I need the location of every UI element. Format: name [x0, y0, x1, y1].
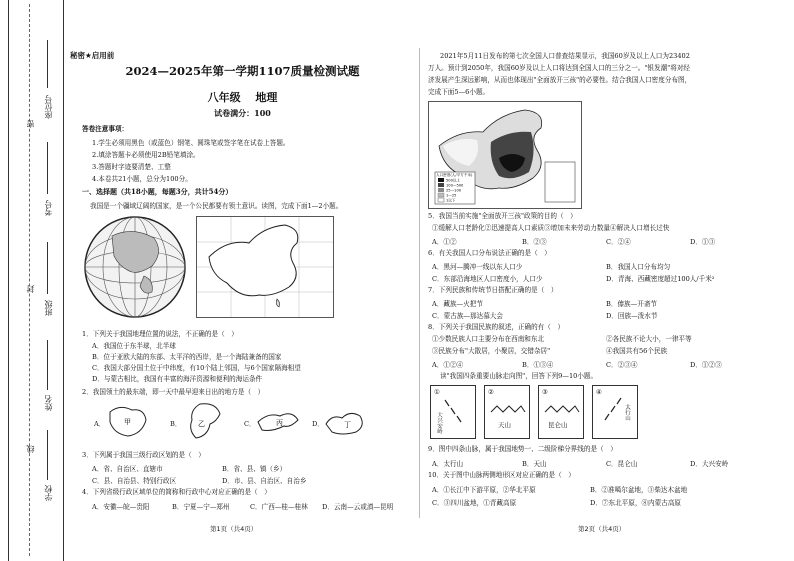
- q5-option-d[interactable]: D．①③: [690, 238, 716, 246]
- intro-5-6-line-1: 2021年5月11日发布的第七次全国人口普查结果显示，我国60岁及以上人口为23402: [440, 52, 690, 60]
- note-1: 1.学生必须用黑色（或蓝色）钢笔、圆珠笔或签字笔在试卷上答题。: [92, 139, 290, 147]
- page-1-footer: 第1页（共4页）: [210, 525, 258, 533]
- q9-option-d[interactable]: D．大兴安岭: [690, 460, 729, 468]
- q5-statements: ①缓解人口老龄化②迅速提高人口素质③增加未来劳动力数量④解决人口增长过快: [432, 224, 670, 232]
- q4-stem: 4．下列省级行政区域单位的简称和行政中心对应正确的是（ ）: [82, 488, 271, 496]
- section-1-heading: 一、选择题（共18小题，每题3分，共计54分）: [82, 187, 233, 196]
- legend-item-3: 25—100: [446, 188, 462, 193]
- class-label: 班级: [44, 300, 53, 316]
- q2-option-b-shape[interactable]: [180, 400, 228, 442]
- full-score: 试卷满分：100: [214, 108, 271, 118]
- q3-option-d[interactable]: D．市、县、自治区、自治乡: [222, 477, 307, 485]
- q8-statement-3: ③民族分布"大散居，小聚居，交错杂居": [432, 347, 551, 355]
- note-2: 2.填涂答题卡必须使用2B铅笔填涂。: [92, 151, 200, 159]
- exam-no-underline: [47, 142, 48, 194]
- q2-option-d-shape[interactable]: [322, 404, 368, 440]
- class-underline: [47, 242, 48, 294]
- q9-option-a[interactable]: A．太行山: [432, 460, 464, 468]
- intro-1-2: 我国是一个疆域辽阔的国家，是一个公民都要有领土意识。读图，完成下面1—2小题。: [90, 202, 343, 210]
- name-label: 姓名: [44, 395, 53, 411]
- mountain-panel-2: [484, 385, 530, 439]
- q8-option-b[interactable]: B．①③④: [522, 361, 554, 369]
- q8-option-a[interactable]: A．①②④: [432, 361, 464, 369]
- q7-option-d[interactable]: D．回族—泼水节: [606, 312, 658, 320]
- q2-option-a-shape[interactable]: [104, 402, 152, 442]
- q10-option-a[interactable]: A．①长江中下游平原，②华北平原: [432, 486, 536, 494]
- q10-option-b[interactable]: B．②准噶尔盆地，③柴达木盆地: [590, 486, 688, 494]
- q3-stem: 3．下列属于我国三级行政区划的是（ ）: [82, 451, 205, 459]
- q1-option-a[interactable]: A．我国位于东半球，北半球: [92, 342, 176, 350]
- intro-9-10: 读"我国四条重要山脉走向图"，回答下列9—10小题。: [440, 372, 598, 380]
- page-2-footer: 第2页（共4页）: [578, 525, 626, 533]
- globe-figure: [82, 214, 188, 320]
- population-density-map: [428, 101, 582, 209]
- mountain-panel-3: [538, 385, 584, 439]
- q8-statement-4: ④我国共有56个民族: [606, 347, 668, 355]
- q2-option-a-label[interactable]: A．: [94, 420, 106, 428]
- notes-heading: 答卷注意事项：: [82, 125, 129, 133]
- legend-item-1: 500以上: [446, 178, 461, 183]
- note-4: 4.本卷共21小题，总分为100分。: [92, 175, 192, 183]
- q1-option-c[interactable]: C．我国大部分国土位于中纬度，有10个陆上邻国，与6个国家隔海相望: [92, 364, 301, 372]
- mountain-panel-4: [592, 385, 638, 439]
- q2-letter-bing: 丙: [276, 419, 283, 427]
- q2-option-b-label[interactable]: B．: [170, 420, 182, 428]
- q7-option-b[interactable]: B．傣族—开斋节: [606, 300, 658, 308]
- exam-title: 2024—2025年第一学期1107质量检测试题: [125, 64, 360, 78]
- panel-3-number: ③: [542, 388, 548, 396]
- q1-option-b[interactable]: B．位于亚欧大陆的东部、太平洋的西岸，是一个海陆兼备的国家: [92, 353, 282, 361]
- column-divider: [419, 48, 420, 518]
- q7-stem: 7．下列民族和传统节日搭配正确的是（ ）: [428, 286, 558, 294]
- school-label: 学校: [44, 485, 53, 501]
- q10-stem: 10．关于图中山脉两侧地形区对应正确的是（ ）: [428, 471, 575, 479]
- q8-statement-2: ②各民族不论大小，一律平等: [606, 335, 692, 343]
- panel-1-mountain: 大兴安岭: [436, 412, 442, 434]
- panel-4-mountain: 太行山: [624, 404, 630, 421]
- q2-letter-ding: 丁: [344, 421, 351, 429]
- q6-option-b[interactable]: B．我国人口分布均匀: [606, 263, 671, 271]
- seal-dashed-line: [29, 4, 30, 556]
- seal-mark-2: 封: [26, 285, 35, 293]
- q6-option-d[interactable]: D．青海、西藏密度超过100人/千米²: [606, 275, 715, 283]
- q7-option-a[interactable]: A．藏族—火把节: [432, 300, 483, 308]
- q5-option-c[interactable]: C．②④: [606, 238, 631, 246]
- intro-5-6-line-3: 济发展产生深远影响，从而也体现出"全面放开三孩"的必要性。结合我国人口密度分布图，: [428, 76, 692, 84]
- panel-3-mountain: 昆仑山: [548, 421, 568, 429]
- exam-no-label: 考号: [44, 200, 53, 216]
- panel-2-mountain: 天山: [498, 421, 511, 429]
- q1-option-d[interactable]: D．与蒙古相比，我国有丰富的海洋资源和便利的海运条件: [92, 375, 263, 383]
- panel-1-number: ①: [434, 388, 440, 396]
- q9-stem: 9．图中四条山脉，属于我国地势一、二级阶梯分界线的是（ ）: [428, 445, 617, 453]
- q8-stem: 8．下列关于我国民族的叙述，正确的有（ ）: [428, 323, 565, 331]
- q4-option-b[interactable]: B．宁夏—宁—郑州: [172, 503, 230, 511]
- note-3: 3.答题时字迹要清楚、工整: [92, 163, 171, 171]
- intro-5-6-line-4: 完成下面5—6小题。: [428, 88, 490, 96]
- q2-option-c-label[interactable]: C．: [244, 420, 256, 428]
- legend-title: 人口密度(人/平方千米): [436, 173, 473, 177]
- secret-mark: 秘密★启用前: [70, 51, 115, 60]
- q8-option-d[interactable]: D．①②③: [690, 361, 722, 369]
- china-map-figure: [196, 216, 334, 318]
- q10-option-d[interactable]: D．⑦东北平原，⑧内蒙古高原: [590, 499, 682, 507]
- q6-option-a[interactable]: A．黑河—腾冲一线以东人口少: [432, 263, 523, 271]
- school-underline: [47, 430, 48, 480]
- q2-option-d-label[interactable]: D．: [312, 420, 324, 428]
- q2-stem: 2．我国领土的最东端，即一天中最早迎来日出的地方是（ ）: [82, 388, 265, 396]
- q4-option-d[interactable]: D．云南—云或滇—昆明: [322, 503, 394, 511]
- q9-option-b[interactable]: B．天山: [522, 460, 547, 468]
- q2-letter-jia: 甲: [124, 418, 131, 426]
- seat-label: 座位号: [44, 95, 53, 119]
- binding-strip: [8, 0, 64, 561]
- q5-option-a[interactable]: A．①②: [432, 238, 457, 246]
- q3-option-c[interactable]: C．县、自治县、特别行政区: [92, 477, 177, 485]
- q10-option-c[interactable]: C．③四川盆地，①青藏高原: [432, 499, 517, 507]
- q4-option-a[interactable]: A．安徽—皖—贵阳: [92, 503, 150, 511]
- q1-stem: 1．下列关于我国地理位置的说法，不正确的是（ ）: [82, 330, 238, 338]
- q4-option-c[interactable]: C．广西—桂—桂林: [250, 503, 308, 511]
- seal-mark-3: 线: [26, 445, 35, 453]
- exam-subtitle: 八年级 地理: [207, 91, 278, 104]
- q9-option-c[interactable]: C．昆仑山: [606, 460, 638, 468]
- q8-option-c[interactable]: C．②③④: [606, 361, 638, 369]
- q6-stem: 6．有关我国人口分布说法正确的是（ ）: [428, 249, 551, 257]
- legend-item-2: 100—500: [446, 183, 464, 188]
- q5-stem: 5．我国当前实施"全面放开三孩"政策的目的（ ）: [428, 212, 577, 220]
- q2-letter-yi: 乙: [198, 420, 205, 428]
- panel-2-number: ②: [488, 388, 494, 396]
- legend-item-4: 1—25: [446, 193, 457, 198]
- seal-mark-1: 密: [26, 120, 35, 128]
- intro-5-6-line-2: 万人。预计到2050年，我国60岁及以上人口将达到全国人口的三分之一。"银发潮"将对经: [428, 64, 691, 72]
- q5-option-b[interactable]: B．②③: [522, 238, 547, 246]
- q3-option-a[interactable]: A．省、自治区、直辖市: [92, 465, 163, 473]
- mountain-panel-1: [430, 385, 476, 439]
- panel-4-number: ④: [596, 388, 602, 396]
- q6-option-c[interactable]: C．东部沿海地区人口密度小，人口少: [432, 275, 543, 283]
- q7-option-c[interactable]: C．蒙古族—那达慕大会: [432, 312, 503, 320]
- q2-option-c-shape[interactable]: [254, 404, 302, 440]
- legend-item-5: 1以下: [446, 198, 456, 203]
- q8-statement-1: ①少数民族人口主要分布在西南和东北: [432, 335, 545, 343]
- name-underline: [47, 340, 48, 390]
- seat-underline: [47, 40, 48, 88]
- q3-option-b[interactable]: B．省、县、镇（乡）: [222, 465, 287, 473]
